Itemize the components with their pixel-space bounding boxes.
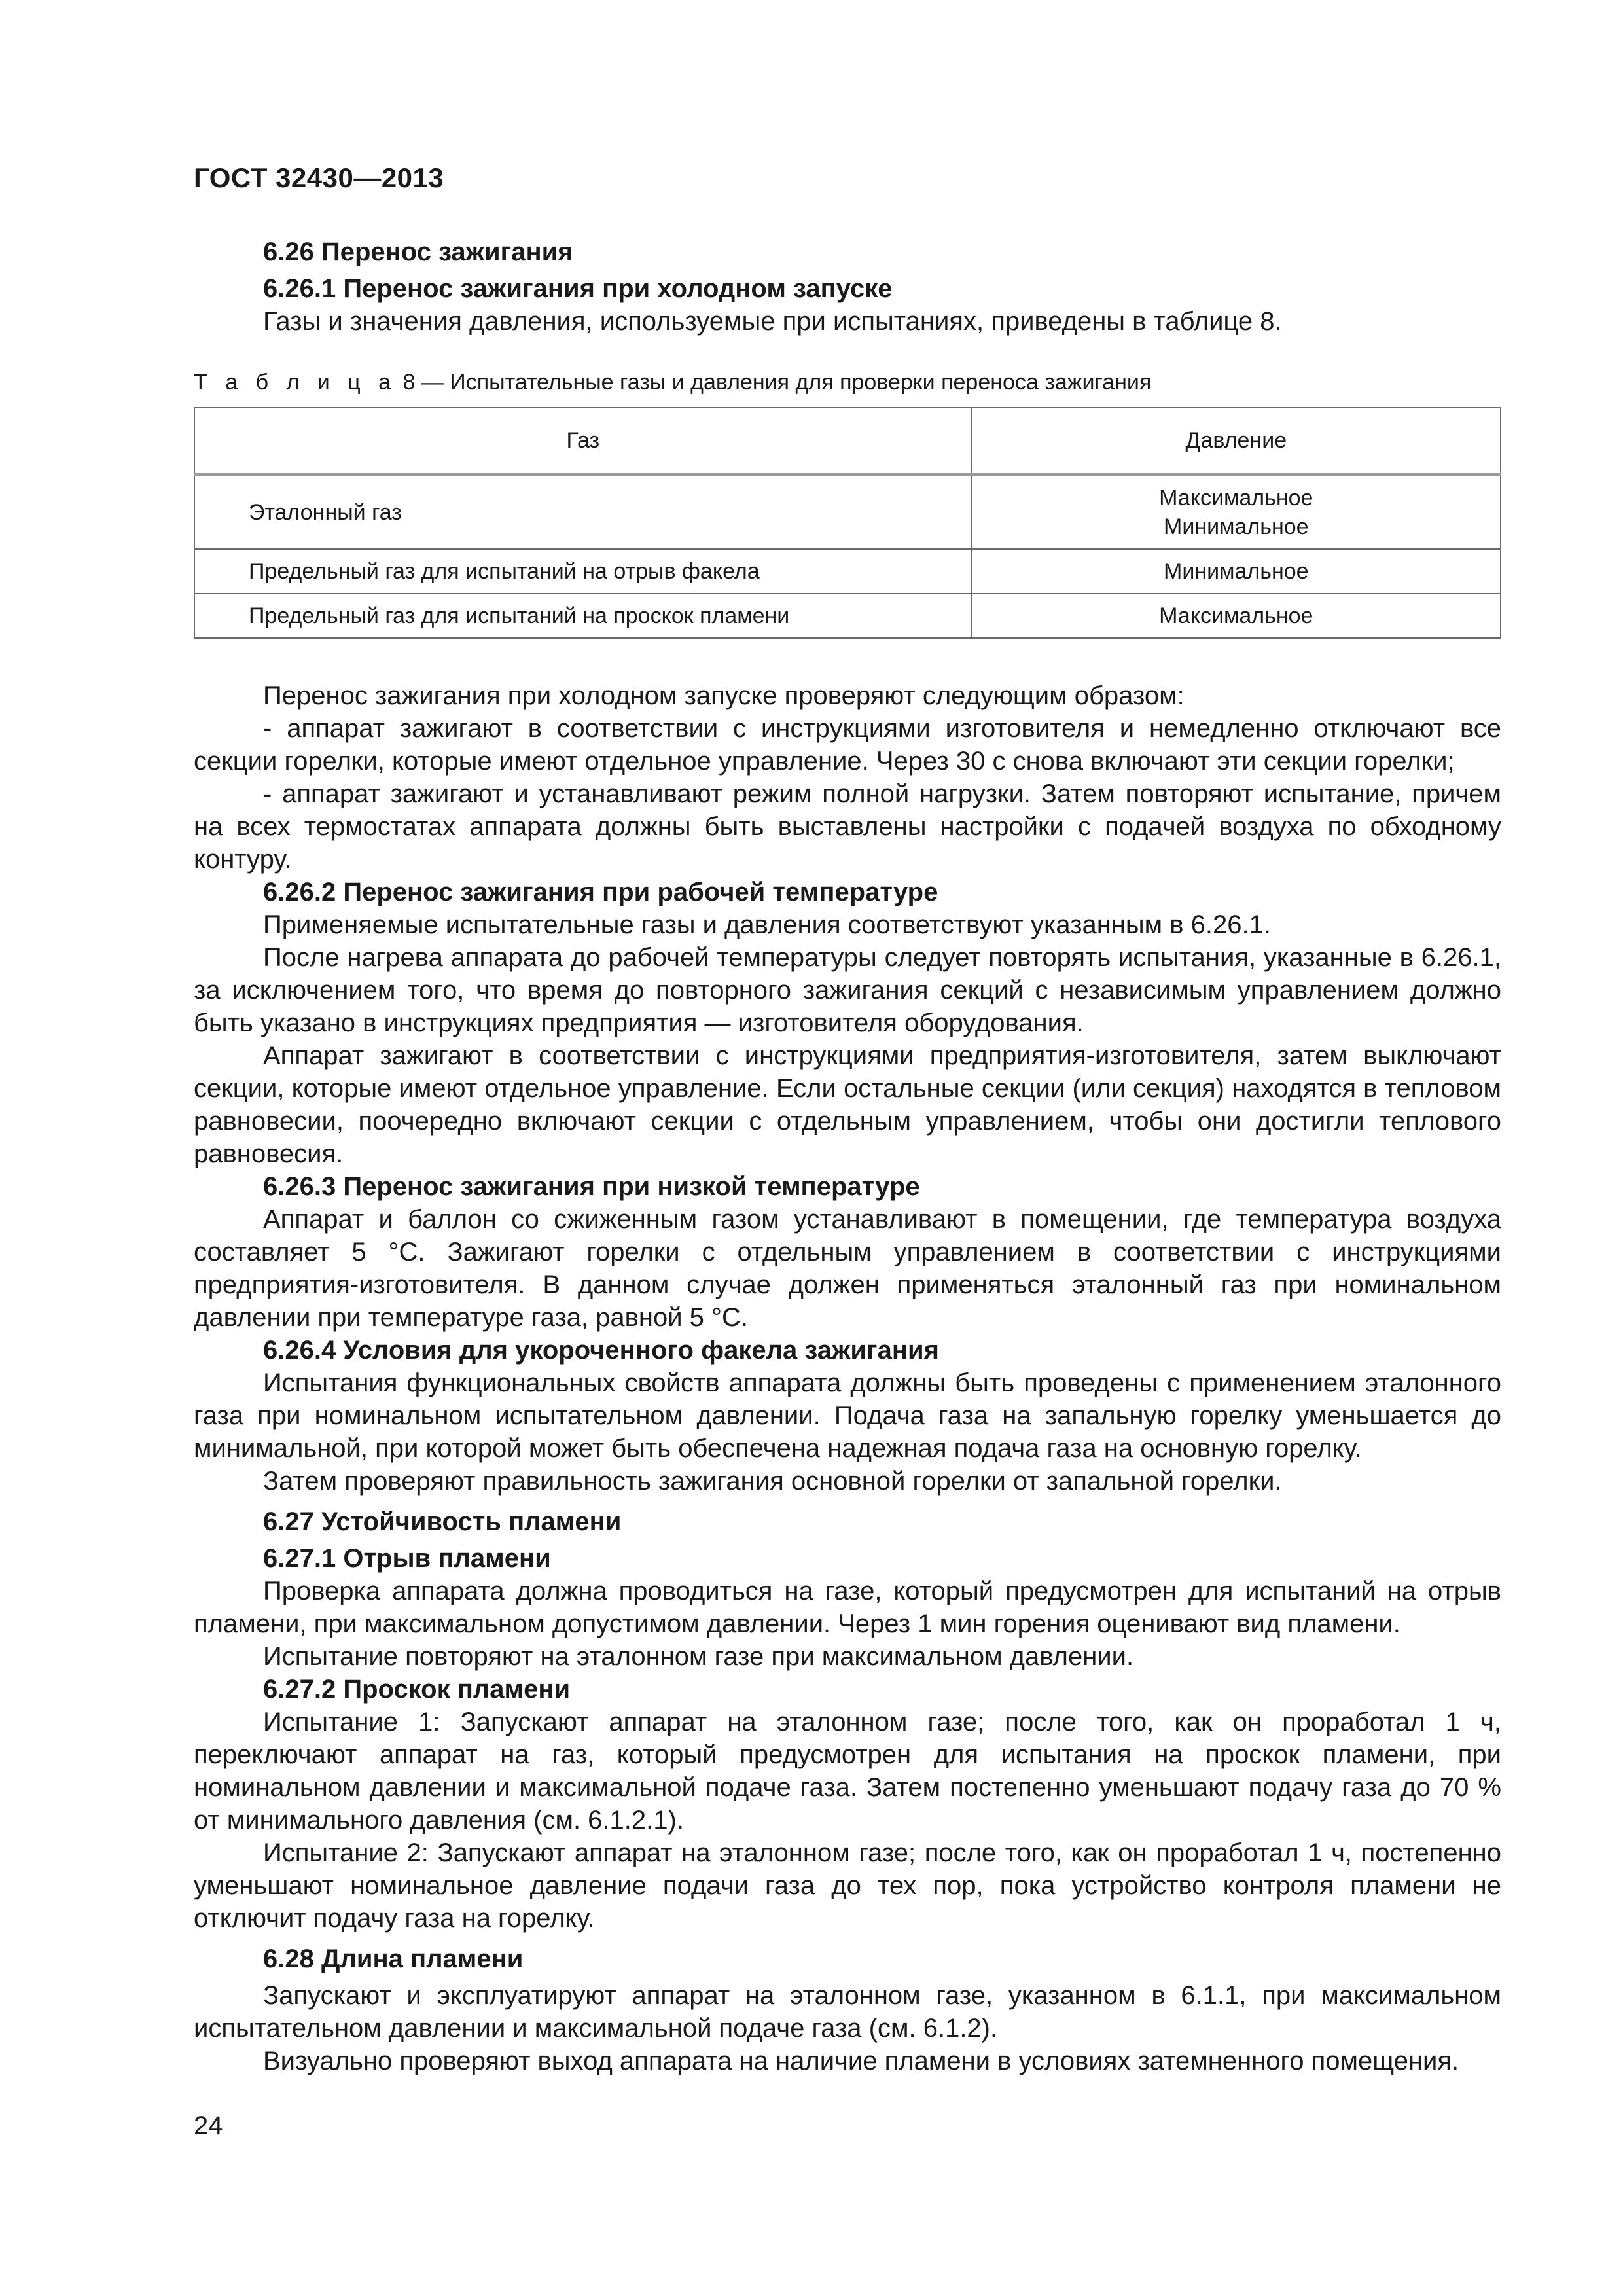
paragraph: Газы и значения давления, используемые при испытаниях, приведены в таблице 8. (263, 307, 1282, 336)
list-item: - аппарат зажигают и устанавливают режим полной нагрузки. Затем повторяют испытание, причем на всех термостатах аппарата должны быть выставлены настройки с подачей воздуха по обходному контуру. (194, 780, 1501, 874)
pressure-cell: Максимальное (972, 594, 1501, 638)
pressure-cell: Минимальное (972, 549, 1501, 594)
gas-cell: Предельный газ для испытаний на отрыв факела (194, 549, 972, 594)
paragraph: После нагрева аппарата до рабочей температуры следует повторять испытания, указанные в 6.26.1, за исключением того, что время до повторного зажигания секций с независимым управлением должно быть указано в инструкциях предприятия — изготовителя оборудования. (194, 943, 1501, 1037)
page-content (194, 228, 1501, 2077)
pressure-value: Минимальное (1164, 514, 1309, 539)
column-header-gas: Газ (194, 408, 972, 475)
paragraph: Аппарат зажигают в соответствии с инструкциями предприятия-изготовителя, затем выключают секции, которые имеют отдельное управление. Если остальные секции (или секция) находятся в тепловом равновесии, поочередно включают секции с отдельным управлением, чтобы они достигли теплового равновесия. (194, 1041, 1501, 1168)
subsection-heading-6-26-4: 6.26.4 Условия для укороченного факела зажигания (263, 1336, 939, 1365)
table-caption-text: 8 — Испытательные газы и давления для проверки переноса зажигания (402, 370, 1152, 395)
table-header-row (194, 408, 1501, 475)
pressure-value: Максимальное (1159, 486, 1313, 511)
paragraph: Запускают и эксплуатируют аппарат на эталонном газе, указанном в 6.1.1, при максимальном испытательном давлении и максимальной подаче газа (см. 6.1.2). (194, 1981, 1501, 2043)
section-heading-6-26: 6.26 Перенос зажигания (263, 238, 573, 266)
paragraph: Испытание 2: Запускают аппарат на эталонном газе; после того, как он проработал 1 ч, постепенно уменьшают номинальное давление подачи газа до тех пор, пока устройство контроля пламени не отключит подачу газа на горелку. (194, 1839, 1501, 1933)
paragraph: Затем проверяют правильность зажигания основной горелки от запальной горелки. (263, 1467, 1282, 1496)
paragraph: Испытания функциональных свойств аппарата должны быть проведены с применением эталонного газа при номинальном испытательном давлении. Подача газа на запальную горелку уменьшается до минимальной, при которой может быть обеспечена надежная подача газа на основную горелку. (194, 1369, 1501, 1463)
paragraph: Применяемые испытательные газы и давления соответствуют указанным в 6.26.1. (263, 910, 1271, 939)
gas-pressure-table (194, 407, 1501, 639)
list-item: - аппарат зажигают в соответствии с инструкциями изготовителя и немедленно отключают все секции горелки, которые имеют отдельное управление. Через 30 с снова включают эти секции горелки; (194, 714, 1501, 776)
gas-cell: Предельный газ для испытаний на проскок пламени (194, 594, 972, 638)
table-row (194, 594, 1501, 638)
table-row (194, 549, 1501, 594)
section-heading-6-27: 6.27 Устойчивость пламени (263, 1507, 622, 1536)
paragraph: Перенос зажигания при холодном запуске проверяют следующим образом: (263, 681, 1185, 710)
subsection-heading-6-26-3: 6.26.3 Перенос зажигания при низкой температуре (263, 1172, 920, 1201)
subsection-heading-6-26-2: 6.26.2 Перенос зажигания при рабочей температуре (263, 878, 938, 906)
section-heading-6-28: 6.28 Длина пламени (263, 1945, 524, 1973)
page-number: 24 (194, 2111, 223, 2140)
paragraph: Аппарат и баллон со сжиженным газом устанавливают в помещении, где температура воздуха составляет 5 °С. Зажигают горелки с отдельным управлением в соответствии с инструкциями предприятия-изготовителя. В данном случае должен применяться эталонный газ при номинальном давлении при температуре газа, равной 5 °С. (194, 1205, 1501, 1332)
subsection-heading-6-27-2: 6.27.2 Проскок пламени (263, 1675, 571, 1704)
table-caption-label: Т а б л и ц а (194, 370, 397, 395)
document-code: ГОСТ 32430—2013 (194, 162, 444, 193)
paragraph: Испытание повторяют на эталонном газе при максимальном давлении. (263, 1642, 1134, 1671)
table-caption (194, 368, 1501, 397)
paragraph: Визуально проверяют выход аппарата на наличие пламени в условиях затемненного помещения. (263, 2047, 1459, 2075)
column-header-pressure: Давление (972, 408, 1501, 475)
paragraph: Испытание 1: Запускают аппарат на эталонном газе; после того, как он проработал 1 ч, переключают аппарат на газ, который предусмотрен для испытания на проскок пламени, при номинальном давлении и максимальной подаче газа. Затем постепенно уменьшают подачу газа до 70 % от минимального давления (см. 6.1.2.1). (194, 1708, 1501, 1835)
paragraph: Проверка аппарата должна проводиться на газе, который предусмотрен для испытаний на отрыв пламени, при максимальном допустимом давлении. Через 1 мин горения оценивают вид пламени. (194, 1577, 1501, 1638)
pressure-cell (972, 475, 1501, 549)
subsection-heading-6-26-1: 6.26.1 Перенос зажигания при холодном запуске (263, 274, 893, 303)
table-row (194, 475, 1501, 549)
subsection-heading-6-27-1: 6.27.1 Отрыв пламени (263, 1544, 551, 1573)
body-text (194, 679, 1501, 2077)
gas-cell: Эталонный газ (194, 475, 972, 549)
